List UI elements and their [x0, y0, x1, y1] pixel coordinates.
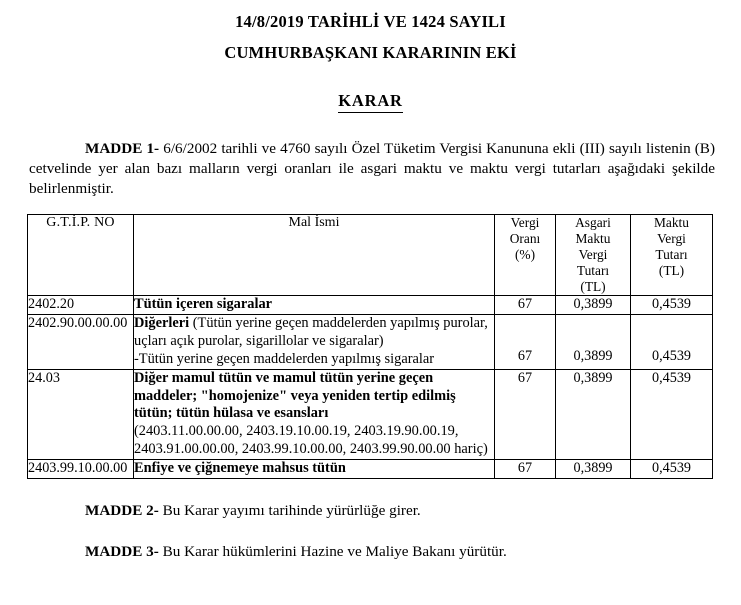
column-header-mal-ismi: Mal İsmi — [134, 215, 495, 296]
column-header-vergi-orani — [495, 215, 556, 296]
cell-asgari-maktu-vergi: 0,3899 — [556, 369, 631, 459]
tax-table-body — [28, 296, 713, 479]
cell-mal-ismi — [134, 369, 495, 459]
asgari-line-2: Maktu — [575, 231, 611, 247]
madde-2-label: MADDE 2- — [85, 501, 159, 519]
madde-2-paragraph — [29, 479, 715, 521]
maktu-line-3: Tutarı — [655, 246, 688, 262]
asgari-line-1: Asgari — [575, 215, 611, 231]
maktu-line-4: (TL) — [658, 262, 685, 278]
cell-asgari-maktu-vergi: 0,3899 — [556, 315, 631, 370]
section-heading-container — [0, 61, 741, 113]
document-title — [0, 0, 741, 61]
column-header-gtip-no: G.T.İ.P. NO — [28, 215, 134, 296]
vergi-orani-line-1: Vergi — [510, 215, 540, 231]
cell-vergi-orani: 67 — [495, 315, 556, 370]
cell-gtip-no: 24.03 — [28, 369, 134, 459]
tax-table — [27, 214, 713, 479]
mal-ismi-bold: Enfiye ve çiğnemeye mahsus tütün — [134, 459, 346, 476]
cell-gtip-no: 2402.20 — [28, 296, 134, 315]
tax-table-header — [28, 215, 713, 296]
cell-maktu-vergi: 0,4539 — [631, 315, 713, 370]
cell-mal-ismi — [134, 459, 495, 478]
asgari-line-3: Vergi — [578, 246, 608, 262]
document-title-line-1: 14/8/2019 TARİHLİ VE 1424 SAYILI — [235, 12, 506, 31]
cell-maktu-vergi: 0,4539 — [631, 369, 713, 459]
asgari-line-4: Tutarı — [576, 262, 610, 278]
closing-articles-block — [0, 479, 741, 562]
column-header-asgari-maktu-vergi-tutari — [556, 215, 631, 296]
asgari-line-5: (TL) — [580, 278, 606, 294]
document-title-line-2: CUMHURBAŞKANI KARARININ EKİ — [224, 42, 517, 62]
mal-ismi-extra: -Tütün yerine geçen maddelerden yapılmış sigaralar — [134, 350, 435, 367]
mal-ismi-exclusion-line-1: (2403.11.00.00.00, 2403.19.10.00.19, 2403.19.90.00.19, — [134, 423, 459, 440]
maktu-line-1: Maktu — [654, 215, 689, 231]
table-row — [28, 296, 713, 315]
cell-maktu-vergi: 0,4539 — [631, 459, 713, 478]
mal-ismi-bold: Tütün içeren sigaralar — [134, 296, 273, 313]
madde-1-block — [0, 113, 741, 198]
section-heading-karar: KARAR — [338, 91, 403, 113]
madde-3-text: Bu Karar hükümlerini Hazine ve Maliye Bakanı yürütür. — [158, 542, 507, 560]
vergi-orani-line-2: Oranı — [509, 231, 541, 247]
mal-ismi-bold: Diğerleri — [134, 315, 190, 332]
table-row — [28, 459, 713, 478]
table-row — [28, 315, 713, 370]
mal-ismi-exclusion-line-2: 2403.91.00.00.00, 2403.99.10.00.00, 2403.99.90.00.00 hariç) — [134, 441, 488, 458]
cell-maktu-vergi: 0,4539 — [631, 296, 713, 315]
cell-mal-ismi — [134, 296, 495, 315]
table-header-row — [28, 215, 713, 296]
madde-1-paragraph — [29, 113, 715, 198]
cell-gtip-no: 2402.90.00.00.00 — [28, 315, 134, 370]
mal-ismi-rest: (Tütün yerine geçen maddelerden yapılmış purolar, uçları açık purolar, sigarillolar ve sigaralar) — [134, 315, 488, 349]
column-header-maktu-vergi-tutari — [631, 215, 713, 296]
tax-table-container — [0, 198, 741, 479]
cell-vergi-orani: 67 — [495, 369, 556, 459]
madde-2-text: Bu Karar yayımı tarihinde yürürlüğe girer. — [158, 501, 421, 519]
cell-gtip-no: 2403.99.10.00.00 — [28, 459, 134, 478]
table-row — [28, 369, 713, 459]
cell-vergi-orani: 67 — [495, 459, 556, 478]
mal-ismi-bold: Diğer mamul tütün ve mamul tütün yerine geçen maddeler; "homojenize" veya yeniden tertip edilmiş tütün; tütün hülasa ve esansları — [134, 369, 456, 422]
madde-1-text: 6/6/2002 tarihli ve 4760 sayılı Özel Tüketim Vergisi Kanununa ekli (III) sayılı listenin (B) cetvelinde yer alan bazı malların vergi oranları ile asgari maktu ve maktu vergi tutarları aşağıdaki şekilde belirlenmiştir. — [29, 140, 715, 197]
vergi-orani-line-3: (%) — [514, 246, 536, 262]
cell-asgari-maktu-vergi: 0,3899 — [556, 459, 631, 478]
madde-3-paragraph — [29, 521, 715, 562]
maktu-line-2: Vergi — [657, 231, 686, 247]
cell-asgari-maktu-vergi: 0,3899 — [556, 296, 631, 315]
cell-vergi-orani: 67 — [495, 296, 556, 315]
madde-1-label: MADDE 1- — [85, 140, 160, 157]
cell-mal-ismi — [134, 315, 495, 370]
madde-3-label: MADDE 3- — [85, 542, 159, 560]
